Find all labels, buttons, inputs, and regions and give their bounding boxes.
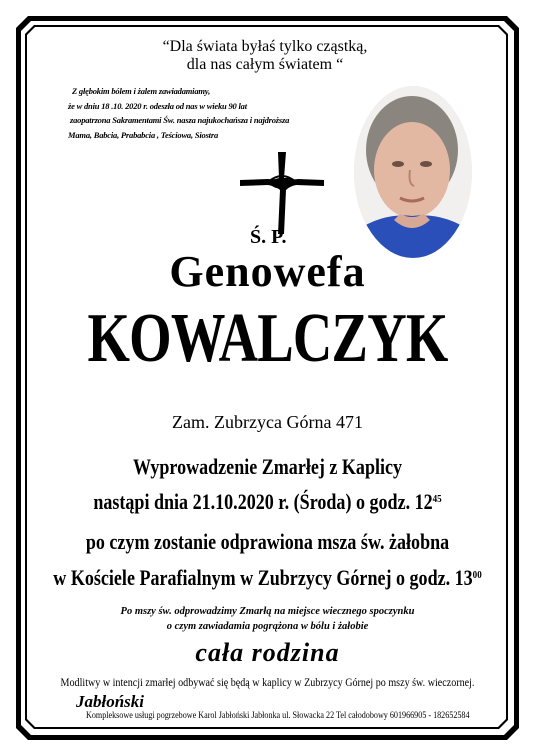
ceremony-line-2	[48, 487, 487, 516]
portrait-photo	[354, 86, 472, 258]
note-line-2: o czym zawiadamia pogrążona w bólu i żałobie	[166, 621, 369, 632]
ceremony-line-4-text: w Kościele Parafialnym w Zubrzycy Górnej o godz. 13	[53, 565, 473, 590]
surname: KOWALCZYK	[87, 300, 448, 377]
motto-line-1: “Dla świata byłaś tylko cząstką,	[162, 38, 368, 55]
intro-line-2: że w dniu 18 .10. 2020 r. odeszła od nas w wieku 90 lat	[68, 100, 247, 111]
ceremony-line-1: Wyprowadzenie Zmarłej z Kaplicy	[132, 454, 403, 479]
prayer-notice: Modlitwy w intencji zmarłej odbywać się będą w kaplicy w Zubrzycy Górnej po mszy św. wieczornej.	[60, 675, 475, 689]
funeral-home-details: Kompleksowe usługi pogrzebowe Karol Jabłoński Jabłonka ul. Słowacka 22 Tel całodobowy 601966905 - 182652584	[86, 710, 470, 720]
intro-line-1: Z głębokim bólem i żalem zawiadamiamy,	[72, 86, 210, 96]
intro-text	[64, 84, 329, 142]
motto-line-2: dla nas całym światem “	[186, 56, 344, 73]
sp-label: Ś. P.	[250, 226, 287, 248]
intro-line-3: zaopatrzona Sakramentami Św. nasza najukochańsza i najdroższa	[70, 115, 290, 125]
ceremony-line-4-minutes: 00	[472, 569, 482, 581]
cross-icon	[238, 150, 328, 236]
first-name: Genowefa	[169, 247, 366, 296]
ceremony-line-3: po czym zostanie odprawiona msza św. żałobna	[85, 529, 450, 554]
ceremony-line-2-minutes: 45	[432, 493, 442, 505]
note-line-1: Po mszy św. odprowadzimy Zmarłą na miejsce wiecznego spoczynku	[120, 606, 415, 617]
funeral-home-brand: Jabłoński	[76, 692, 145, 711]
portrait-image	[354, 86, 472, 258]
ceremony-line-2-text: nastąpi dnia 21.10.2020 r. (Środa) o godz. 12	[93, 489, 433, 514]
address: Zam. Zubrzyca Górna 471	[172, 412, 363, 432]
ceremony-line-4	[48, 563, 487, 592]
family-signature: cała rodzina	[195, 638, 340, 667]
intro-line-4: Mama, Babcia, Prababcia , Teściowa, Siostra	[68, 129, 218, 140]
motto	[60, 38, 470, 74]
